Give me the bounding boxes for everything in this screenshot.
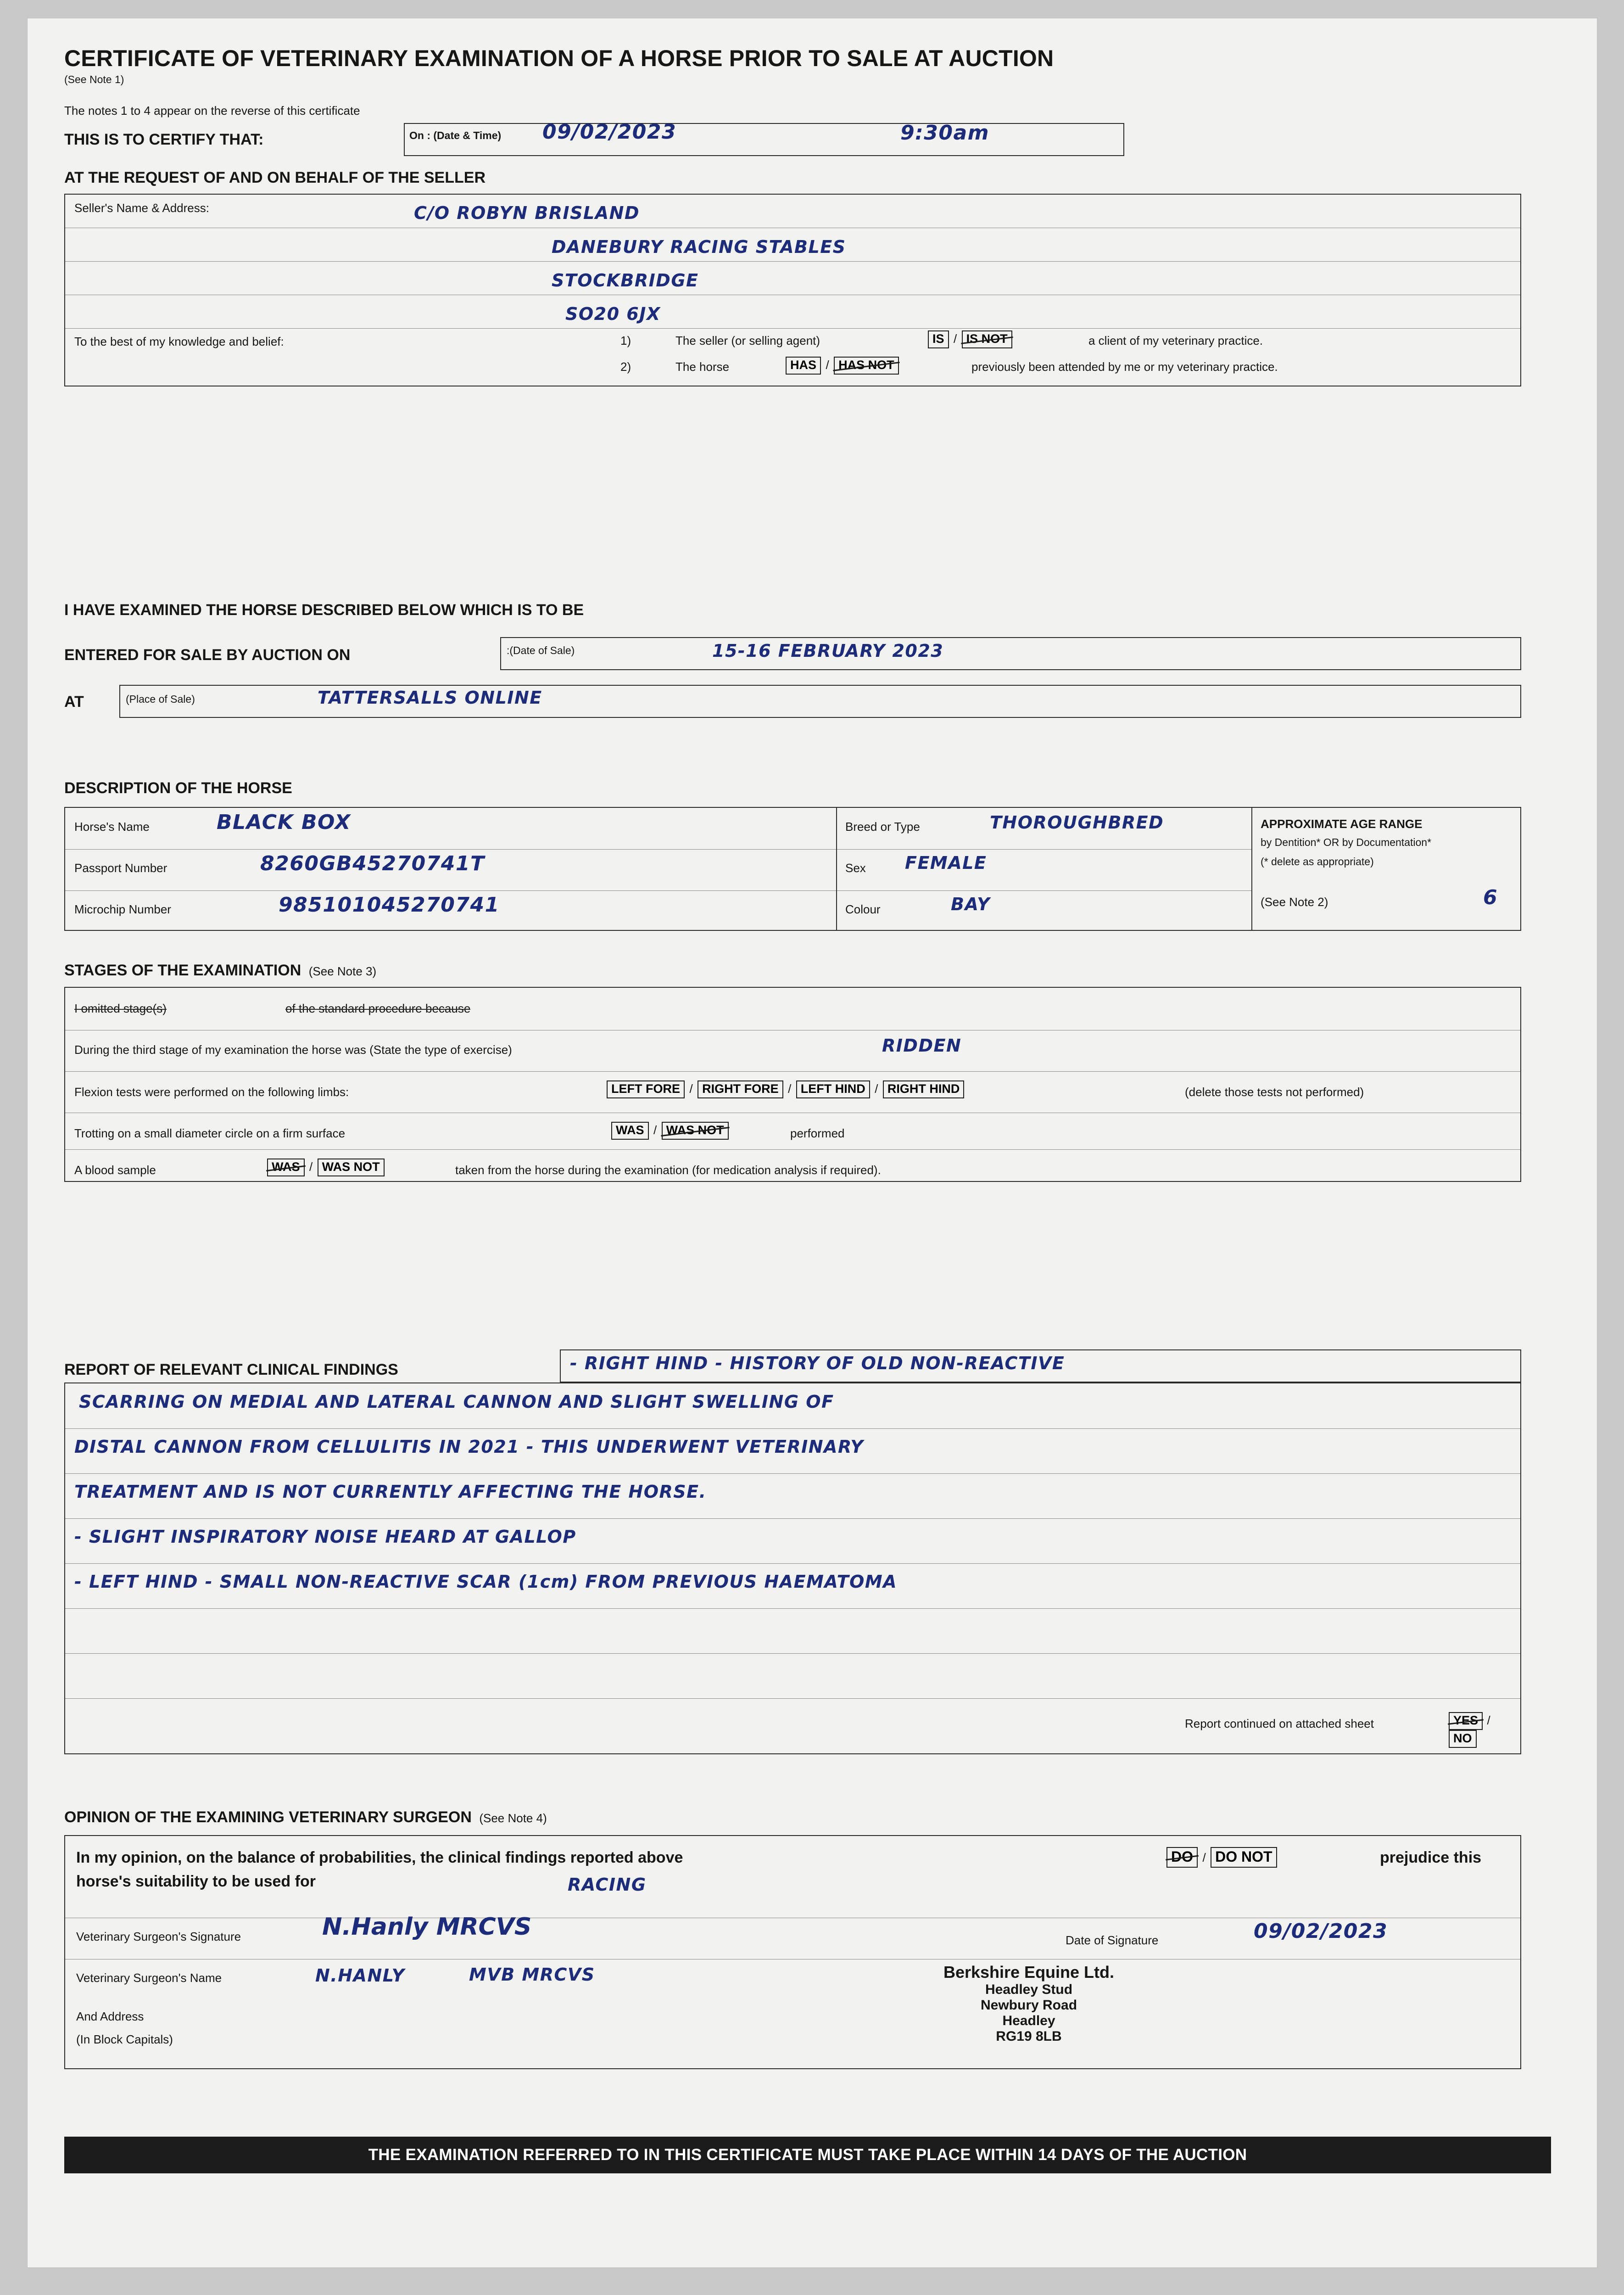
opinion-text-1: In my opinion, on the balance of probabilities, the clinical findings reported above bbox=[76, 1849, 683, 1866]
report-continued-no[interactable]: NO bbox=[1449, 1730, 1477, 1748]
report-line-1: - RIGHT HIND - HISTORY OF OLD NON-REACTIVE bbox=[570, 1353, 1065, 1373]
age-range-heading: APPROXIMATE AGE RANGE bbox=[1261, 817, 1423, 831]
report-line-3: DISTAL CANNON FROM CELLULITIS IN 2021 - THIS UNDERWENT VETERINARY bbox=[74, 1437, 864, 1457]
blood-options[interactable] bbox=[267, 1159, 385, 1176]
divider-1 bbox=[836, 808, 837, 930]
age-range-sub-2: (* delete as appropriate) bbox=[1261, 856, 1374, 868]
breed-label: Breed or Type bbox=[845, 820, 920, 834]
seller-line-2: DANEBURY RACING STABLES bbox=[552, 237, 846, 257]
statement-2-option-has-not[interactable]: HAS NOT bbox=[834, 357, 899, 375]
blood-suffix: taken from the horse during the examination (for medication analysis if required). bbox=[455, 1163, 881, 1177]
at-label: AT bbox=[64, 693, 84, 711]
opinion-heading-note: (See Note 4) bbox=[479, 1811, 547, 1825]
opinion-used-for-value: RACING bbox=[568, 1875, 647, 1895]
opinion-text-2: prejudice this bbox=[1380, 1849, 1482, 1866]
stages-block bbox=[64, 987, 1521, 1182]
practice-line-5: RG19 8LB bbox=[996, 2029, 1062, 2044]
age-range-value: 6 bbox=[1483, 886, 1498, 909]
date-time-box[interactable] bbox=[404, 120, 1124, 156]
practice-line-1: Berkshire Equine Ltd. bbox=[943, 1963, 1115, 1982]
practice-address bbox=[827, 1963, 1231, 2044]
page-title: CERTIFICATE OF VETERINARY EXAMINATION OF A HORSE PRIOR TO SALE AT AUCTION bbox=[64, 45, 1054, 71]
statement-2-text-before: The horse bbox=[675, 360, 730, 374]
colour-label: Colour bbox=[845, 902, 881, 916]
report-rule-2 bbox=[65, 1473, 1520, 1474]
flexion-option-left-fore[interactable]: LEFT FORE bbox=[607, 1080, 685, 1098]
microchip-label: Microchip Number bbox=[74, 902, 171, 916]
vet-name-label: Veterinary Surgeon's Name bbox=[76, 1971, 222, 1985]
statement-2-number: 2) bbox=[620, 360, 631, 374]
trotting-option-was[interactable]: WAS bbox=[611, 1122, 649, 1140]
date-of-sale-value: 15-16 FEBRUARY 2023 bbox=[712, 641, 944, 661]
date-of-sale-box[interactable] bbox=[500, 637, 1521, 670]
statement-2-text-after: previously been attended by me or my veterinary practice. bbox=[971, 360, 1278, 374]
trotting-separator: / bbox=[653, 1123, 657, 1137]
flexion-option-left-hind[interactable]: LEFT HIND bbox=[796, 1080, 870, 1098]
vet-name-qualification: MVB MRCVS bbox=[469, 1965, 595, 1985]
third-stage-text: During the third stage of my examination the horse was (State the type of exercise) bbox=[74, 1043, 512, 1057]
stages-heading-note: (See Note 3) bbox=[308, 964, 377, 978]
flexion-option-right-fore[interactable]: RIGHT FORE bbox=[698, 1080, 783, 1098]
statement-1-number: 1) bbox=[620, 334, 631, 347]
signature-label: Veterinary Surgeon's Signature bbox=[76, 1930, 241, 1943]
report-continued-separator: / bbox=[1487, 1713, 1490, 1727]
practice-line-2: Headley Stud bbox=[985, 1982, 1073, 1997]
report-continued-yes[interactable]: YES bbox=[1449, 1712, 1483, 1730]
omitted-stages-text-a: I omitted stage(s) bbox=[74, 1002, 167, 1015]
report-heading: REPORT OF RELEVANT CLINICAL FINDINGS bbox=[64, 1361, 398, 1378]
statement-2-option-has[interactable]: HAS bbox=[786, 357, 821, 375]
horse-rule-3 bbox=[837, 849, 1251, 850]
horse-name-label: Horse's Name bbox=[74, 820, 150, 834]
report-rule-1 bbox=[65, 1428, 1520, 1429]
seller-rule-4 bbox=[65, 328, 1520, 329]
opinion-option-do[interactable]: DO bbox=[1166, 1847, 1198, 1868]
report-line-6: - LEFT HIND - SMALL NON-REACTIVE SCAR (1cm) FROM PREVIOUS HAEMATOMA bbox=[74, 1572, 898, 1592]
on-date-time-label: On : (Date & Time) bbox=[409, 129, 502, 141]
report-rule-4 bbox=[65, 1563, 1520, 1564]
examined-line-1: I HAVE EXAMINED THE HORSE DESCRIBED BELOW WHICH IS TO BE bbox=[64, 601, 584, 619]
place-of-sale-label: (Place of Sale) bbox=[126, 693, 195, 705]
report-first-line-box[interactable] bbox=[560, 1349, 1521, 1383]
stages-heading-row bbox=[64, 962, 376, 980]
address-label-2: (In Block Capitals) bbox=[76, 2032, 173, 2046]
flexion-sep-3: / bbox=[875, 1082, 878, 1096]
trotting-option-was-not[interactable]: WAS NOT bbox=[662, 1122, 729, 1140]
flexion-options[interactable] bbox=[607, 1080, 964, 1098]
statement-2-options[interactable] bbox=[786, 357, 899, 375]
report-block[interactable] bbox=[64, 1383, 1521, 1754]
passport-label: Passport Number bbox=[74, 861, 167, 875]
report-line-4: TREATMENT AND IS NOT CURRENTLY AFFECTING THE HORSE. bbox=[74, 1482, 707, 1502]
seller-line-4: SO20 6JX bbox=[565, 304, 661, 324]
signature-value: N.Hanly MRCVS bbox=[322, 1913, 532, 1941]
horse-description-block bbox=[64, 807, 1521, 931]
on-date-value: 09/02/2023 bbox=[542, 120, 677, 144]
seller-block bbox=[64, 194, 1521, 386]
signature-date-label: Date of Signature bbox=[1066, 1933, 1159, 1947]
report-line-5: - SLIGHT INSPIRATORY NOISE HEARD AT GALLOP bbox=[74, 1527, 576, 1547]
report-continued-text: Report continued on attached sheet bbox=[1185, 1717, 1374, 1730]
date-of-sale-label: :(Date of Sale) bbox=[507, 644, 575, 656]
seller-label: Seller's Name & Address: bbox=[74, 201, 209, 215]
flexion-sep-2: / bbox=[788, 1082, 792, 1096]
see-note-1: (See Note 1) bbox=[64, 73, 124, 85]
address-label-1: And Address bbox=[76, 2010, 144, 2023]
opinion-heading: OPINION OF THE EXAMINING VETERINARY SURGEON bbox=[64, 1808, 472, 1826]
signature-date-value: 09/02/2023 bbox=[1254, 1920, 1388, 1943]
horse-rule-2 bbox=[65, 890, 836, 891]
footer-notice: THE EXAMINATION REFERRED TO IN THIS CERTIFICATE MUST TAKE PLACE WITHIN 14 DAYS OF THE AUCTION bbox=[64, 2137, 1551, 2173]
report-rule-5 bbox=[65, 1608, 1520, 1609]
knowledge-label: To the best of my knowledge and belief: bbox=[74, 335, 284, 348]
omitted-stages-text-b: of the standard procedure because bbox=[285, 1002, 471, 1015]
sex-value: FEMALE bbox=[905, 853, 987, 873]
practice-line-4: Headley bbox=[1002, 2013, 1055, 2028]
age-range-sub-1: by Dentition* OR by Documentation* bbox=[1261, 836, 1432, 848]
horse-rule-1 bbox=[65, 849, 836, 850]
opinion-block bbox=[64, 1835, 1521, 2069]
statement-1-options[interactable] bbox=[928, 330, 1012, 348]
opinion-heading-row bbox=[64, 1808, 547, 1826]
examined-line-2: ENTERED FOR SALE BY AUCTION ON bbox=[64, 646, 351, 664]
horse-rule-4 bbox=[837, 890, 1251, 891]
blood-option-was[interactable]: WAS bbox=[267, 1159, 305, 1176]
trotting-suffix: performed bbox=[790, 1126, 845, 1140]
place-of-sale-box[interactable] bbox=[119, 685, 1521, 718]
statement-1-separator: / bbox=[953, 332, 957, 346]
age-range-sub-3: (See Note 2) bbox=[1261, 895, 1328, 909]
breed-value: THOROUGHBRED bbox=[990, 812, 1164, 833]
opinion-option-do-not[interactable]: DO NOT bbox=[1211, 1847, 1277, 1868]
colour-value: BAY bbox=[951, 894, 991, 914]
third-stage-value: RIDDEN bbox=[882, 1036, 962, 1056]
report-rule-7 bbox=[65, 1698, 1520, 1699]
statement-1-text-before: The seller (or selling agent) bbox=[675, 334, 820, 347]
flexion-option-right-hind[interactable]: RIGHT HIND bbox=[883, 1080, 965, 1098]
on-time-value: 9:30am bbox=[900, 121, 989, 145]
report-line-2: SCARRING ON MEDIAL AND LATERAL CANNON AND SLIGHT SWELLING OF bbox=[79, 1392, 834, 1412]
report-continued-options[interactable] bbox=[1449, 1712, 1520, 1748]
certify-label: THIS IS TO CERTIFY THAT: bbox=[64, 131, 264, 148]
flexion-text: Flexion tests were performed on the following limbs: bbox=[74, 1085, 349, 1099]
request-line: AT THE REQUEST OF AND ON BEHALF OF THE SELLER bbox=[64, 169, 486, 186]
vet-name-value: N.HANLY bbox=[315, 1965, 405, 1986]
opinion-options[interactable] bbox=[1166, 1847, 1277, 1868]
practice-line-3: Newbury Road bbox=[980, 1998, 1077, 2013]
certificate-sheet bbox=[28, 18, 1597, 2267]
seller-line-1: C/O ROBYN BRISLAND bbox=[414, 203, 640, 223]
statement-2-separator: / bbox=[826, 358, 829, 372]
horse-name-value: BLACK BOX bbox=[217, 811, 351, 834]
sex-label: Sex bbox=[845, 861, 866, 875]
flexion-sep-1: / bbox=[689, 1082, 693, 1096]
passport-value: 8260GB45270741T bbox=[260, 852, 485, 875]
stages-rule-2 bbox=[65, 1071, 1520, 1072]
statement-1-option-is[interactable]: IS bbox=[928, 330, 949, 348]
report-rule-6 bbox=[65, 1653, 1520, 1654]
stages-rule-4 bbox=[65, 1149, 1520, 1150]
description-heading: DESCRIPTION OF THE HORSE bbox=[64, 779, 292, 797]
opinion-separator: / bbox=[1202, 1851, 1206, 1864]
stages-heading: STAGES OF THE EXAMINATION bbox=[64, 962, 301, 979]
flexion-note: (delete those tests not performed) bbox=[1185, 1085, 1364, 1099]
seller-rule-2 bbox=[65, 261, 1520, 262]
trotting-options[interactable] bbox=[611, 1122, 729, 1140]
microchip-value: 985101045270741 bbox=[279, 893, 500, 917]
seller-line-3: STOCKBRIDGE bbox=[552, 270, 699, 291]
trotting-text: Trotting on a small diameter circle on a firm surface bbox=[74, 1126, 346, 1140]
notes-reverse-line: The notes 1 to 4 appear on the reverse of this certificate bbox=[64, 104, 360, 118]
place-of-sale-value: TATTERSALLS ONLINE bbox=[318, 688, 542, 708]
blood-text: A blood sample bbox=[74, 1163, 156, 1177]
opinion-text-3: horse's suitability to be used for bbox=[76, 1873, 316, 1890]
statement-1-option-is-not[interactable]: IS NOT bbox=[962, 330, 1012, 348]
blood-option-was-not[interactable]: WAS NOT bbox=[318, 1159, 385, 1176]
divider-2 bbox=[1251, 808, 1252, 930]
report-rule-3 bbox=[65, 1518, 1520, 1519]
blood-separator: / bbox=[309, 1160, 313, 1174]
statement-1-text-after: a client of my veterinary practice. bbox=[1088, 334, 1263, 347]
